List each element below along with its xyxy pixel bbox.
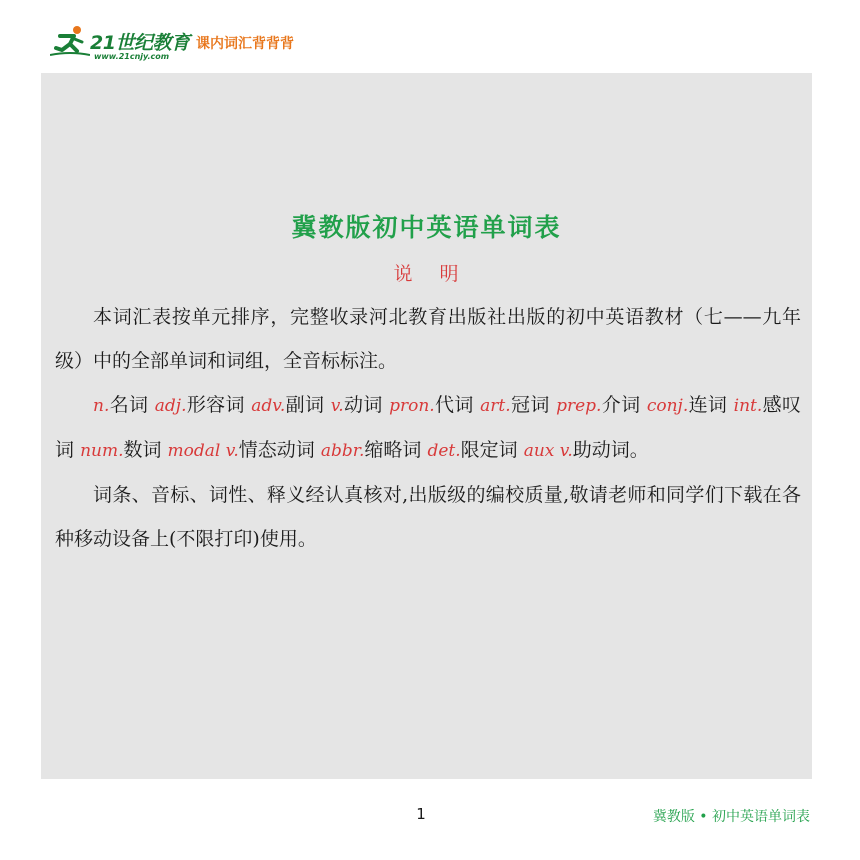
logo-text: 21世纪教育 [90, 32, 190, 54]
pos-abbreviation: adj. [154, 396, 187, 416]
runner-logo-icon [50, 24, 90, 58]
pos-abbreviation: art. [480, 396, 511, 416]
pos-entry [331, 394, 383, 416]
pos-entry [321, 439, 422, 461]
explanation-body [55, 295, 801, 561]
pos-entry [556, 394, 640, 416]
pos-entry [251, 394, 324, 416]
pos-entry [80, 439, 161, 461]
pos-entry [389, 394, 474, 416]
pos-label: 感叹词 [55, 394, 801, 461]
pos-abbreviation: abbr. [320, 441, 365, 461]
pos-entry [155, 394, 245, 416]
pos-abbreviation: modal v. [167, 441, 239, 461]
pos-label: 介词 [601, 394, 641, 416]
pos-abbreviation: int. [733, 396, 763, 416]
pos-abbreviation: aux v. [523, 441, 573, 461]
document-title: 冀教版初中英语单词表 [291, 213, 562, 242]
pos-label: 限定词 [460, 439, 518, 461]
pos-label: 助动词。 [572, 439, 649, 461]
pos-entry [480, 394, 550, 416]
pos-entry [524, 439, 649, 461]
paragraph-quality: 词条、音标、词性、释义经认真核对,出版级的编校质量,敬请老师和同学们下载在各种移动设备上(不限打印)使用。 [55, 484, 801, 550]
pos-abbreviation: v. [330, 396, 344, 416]
pos-label: 连词 [688, 394, 728, 416]
paragraph-intro: 本词汇表按单元排序，完整收录河北教育出版社出版的初中英语教材（七——九年级）中的全部单词和词组，全音标标注。 [55, 306, 801, 372]
pos-label: 代词 [434, 394, 474, 416]
pos-entry [647, 394, 727, 416]
pos-entry [93, 394, 148, 416]
pos-abbreviation: pron. [389, 396, 435, 416]
section-heading-char: 说 [393, 263, 414, 285]
paragraph-pos-list [55, 383, 801, 473]
pos-label: 冠词 [510, 394, 550, 416]
pos-entry [427, 439, 517, 461]
pos-abbreviation: conj. [646, 396, 689, 416]
page-number: 1 [416, 805, 426, 823]
header-tagline: 课内词汇背背背 [196, 36, 294, 52]
pos-label: 动词 [343, 394, 383, 416]
pos-abbreviation: prep. [556, 396, 602, 416]
content-panel [41, 73, 812, 779]
pos-entry [168, 439, 315, 461]
running-title: 冀教版 • 初中英语单词表 [652, 809, 810, 825]
pos-label: 情态动词 [238, 439, 315, 461]
pos-label: 名词 [109, 394, 149, 416]
pos-abbreviation: adv. [251, 396, 286, 416]
section-heading [41, 259, 812, 286]
section-heading-char: 明 [439, 263, 460, 285]
pos-label: 缩略词 [364, 439, 422, 461]
site-header [50, 24, 370, 68]
pos-abbreviation: n. [93, 396, 110, 416]
pos-label: 数词 [123, 439, 162, 461]
pos-abbreviation: num. [80, 441, 124, 461]
pos-label: 形容词 [186, 394, 245, 416]
pos-label: 副词 [285, 394, 325, 416]
pos-abbreviation: det. [427, 441, 461, 461]
logo-url: www.21cnjy.com [94, 52, 170, 61]
